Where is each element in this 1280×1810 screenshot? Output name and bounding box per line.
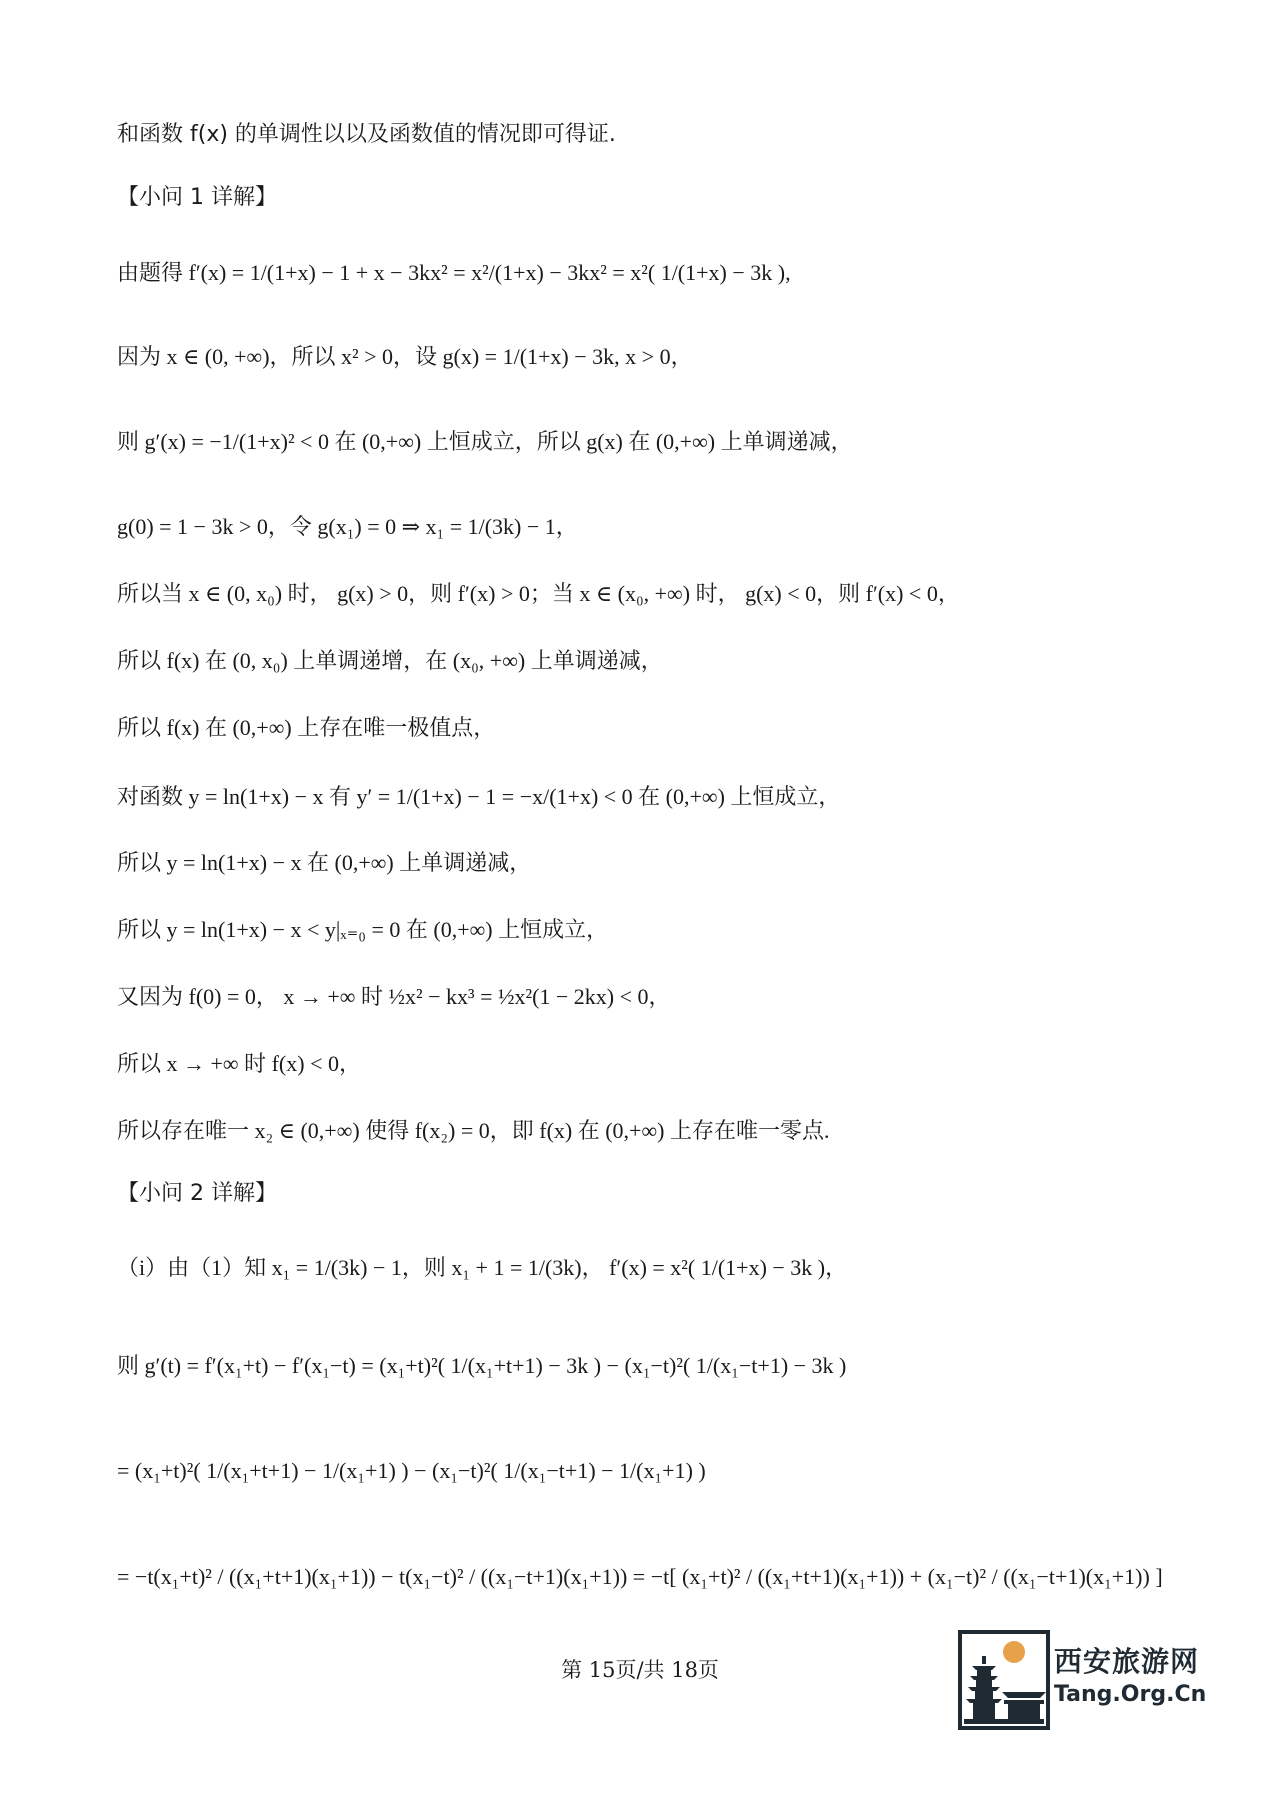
solution-line: 和函数 f(x) 的单调性以以及函数值的情况即可得证.	[117, 122, 616, 147]
solution-line: 又因为 f(0) = 0， x → +∞ 时 ½x² − kx³ = ½x²(1 − 2kx) < 0，	[117, 984, 671, 1009]
solution-line: 所以存在唯一 x₂ ∈ (0,+∞) 使得 f(x₂) = 0，即 f(x) 在 (0,+∞) 上存在唯一零点.	[117, 1118, 830, 1143]
solution-line: 所以 x → +∞ 时 f(x) < 0，	[117, 1051, 361, 1076]
solution-line: 则 g′(t) = f′(x₁+t) − f′(x₁−t) = (x₁+t)²( 1/(x₁+t+1) − 3k ) − (x₁−t)²( 1/(x₁−t+1) − 3k )	[117, 1353, 847, 1378]
page-footer: 第 15页/共 18页	[561, 1658, 719, 1682]
solution-line: = (x₁+t)²( 1/(x₁+t+1) − 1/(x₁+1) ) − (x₁−t)²( 1/(x₁−t+1) − 1/(x₁+1) )	[117, 1458, 706, 1483]
watermark-site-url: Tang.Org.Cn	[1054, 1682, 1207, 1707]
solution-line: 所以 y = ln(1+x) − x < y|ₓ₌₀ = 0 在 (0,+∞) 上恒成立，	[117, 917, 609, 942]
solution-line: g(0) = 1 − 3k > 0，令 g(x₁) = 0 ⇒ x₁ = 1/(3k) − 1，	[117, 514, 578, 539]
section-heading: 【小问 1 详解】	[117, 185, 277, 210]
watermark-logo	[958, 1630, 1258, 1730]
solution-line: 所以 y = ln(1+x) − x 在 (0,+∞) 上单调递减，	[117, 850, 532, 875]
pagoda-logo-icon	[958, 1630, 1050, 1730]
solution-line: 由题得 f′(x) = 1/(1+x) − 1 + x − 3kx² = x²/(1+x) − 3kx² = x²( 1/(1+x) − 3k ),	[117, 260, 791, 285]
solution-line: 因为 x ∈ (0, +∞)，所以 x² > 0，设 g(x) = 1/(1+x) − 3k, x > 0，	[117, 344, 693, 369]
solution-line: 对函数 y = ln(1+x) − x 有 y′ = 1/(1+x) − 1 = −x/(1+x) < 0 在 (0,+∞) 上恒成立，	[117, 784, 841, 809]
solution-line: 所以 f(x) 在 (0,+∞) 上存在唯一极值点，	[117, 715, 496, 740]
watermark-site-name: 西安旅游网	[1054, 1645, 1200, 1678]
solution-line: = −t(x₁+t)² / ((x₁+t+1)(x₁+1)) − t(x₁−t)² / ((x₁−t+1)(x₁+1)) = −t[ (x₁+t)² / ((x₁+t+1)(x₁+1)) + (x₁−t)² / ((x₁−t+1)(x₁+1)) ]	[117, 1564, 1163, 1589]
section-heading: 【小问 2 详解】	[117, 1181, 277, 1206]
solution-line: 所以 f(x) 在 (0, x₀) 上单调递增，在 (x₀, +∞) 上单调递减，	[117, 648, 663, 673]
solution-line: 则 g′(x) = −1/(1+x)² < 0 在 (0,+∞) 上恒成立，所以 g(x) 在 (0,+∞) 上单调递减，	[117, 429, 853, 454]
solution-line: （i）由（1）知 x₁ = 1/(3k) − 1，则 x₁ + 1 = 1/(3k)， f′(x) = x²( 1/(1+x) − 3k )，	[117, 1255, 848, 1280]
solution-line: 所以当 x ∈ (0, x₀) 时， g(x) > 0，则 f′(x) > 0；当 x ∈ (x₀, +∞) 时， g(x) < 0，则 f′(x) < 0，	[117, 581, 960, 606]
